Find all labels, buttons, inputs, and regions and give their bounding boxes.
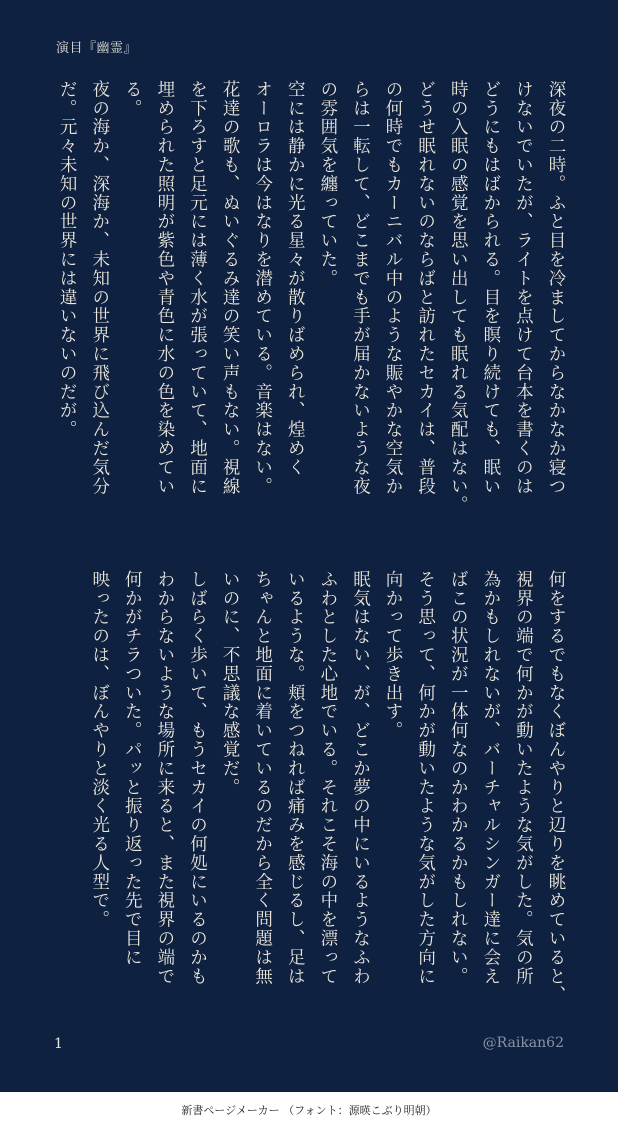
text-line: 空には静かに光る星々が散りばめられ、煌めく [285,80,306,477]
footer-caption: 新書ページメーカー （フォント：源暎こぶり明朝） [0,1092,618,1132]
text-line: 時の入眠の感覚を思い出しても眠れる気配はない。 [448,80,469,515]
text-line: どうにもはばかられる。目を瞑り続けても、眠い [480,80,501,496]
text-line: 夜の海か、深海か、未知の世界に飛び込んだ気分 [89,80,110,496]
page-number: 1 [54,1036,63,1052]
text-line: わからないような場所に来ると、また視界の端で [154,570,175,986]
text-line: けないでいたが、ライトを点けて台本を書くのは [513,80,534,496]
text-block-bottom [83,570,572,1010]
text-line: 映ったのは、ぼんやりと淡く光る人型で。 [89,570,110,930]
text-line: の何時でもカーニバル中のような賑やかな空気か [383,80,404,496]
text-line: 眠気はない、が、どこか夢の中にいるようなふわ [350,570,371,986]
text-line: ちゃんと地面に着いているのだから全く問題は無 [252,570,273,986]
text-line: 向かって歩き出す。 [383,570,404,741]
text-line: 深夜の二時。ふと目を冷ましてからなかなか寝つ [546,80,566,496]
text-block-top [51,80,573,520]
text-line: 何をするでもなくぼんやりと辺りを眺めていると、 [546,570,566,1005]
text-line: の雰囲気を纏っていた。 [317,80,338,288]
text-line: そう思って、何かが動いたような気がした方向に [415,570,436,986]
text-line: オーロラは今はなりを潜めている。音楽はない。 [252,80,273,496]
text-line: しばらく歩いて、もうセカイの何処にいるのかも [187,570,208,986]
text-line: どうせ眠れないのならばと訪れたセカイは、普段 [415,80,436,496]
text-line: る。 [122,80,143,118]
text-line: 視界の端で何かが動いたような気がした。気の所 [513,570,534,986]
page-title: 演目『幽霊』 [56,41,138,56]
text-line: 花達の歌も、ぬいぐるみ達の笑い声もない。視線 [220,80,241,496]
text-line: ふわとした心地でいる。それこそ海の中を漂って [317,570,338,986]
text-line: 為かもしれないが、バーチャルシンガー達に会え [480,570,501,986]
text-line: を下ろすと足元には薄く水が張っていて、地面に [187,80,208,496]
text-line: 埋められた照明が紫色や青色に水の色を染めてい [154,80,175,496]
text-line: ばこの状況が一体何なのかわかるかもしれない。 [448,570,469,986]
text-line: いるような。頬をつねれば痛みを感じるし、足は [285,570,306,986]
text-line: だ。元々未知の世界には違いないのだが。 [57,80,78,440]
text-line: いのに、不思議な感覚だ。 [220,570,241,797]
text-line: らは一転して、どこまでも手が届かないような夜 [350,80,371,496]
text-line: 何かがチラついた。パッと振り返った先で目に [122,570,143,967]
author-handle: @Raikan62 [482,1035,564,1051]
